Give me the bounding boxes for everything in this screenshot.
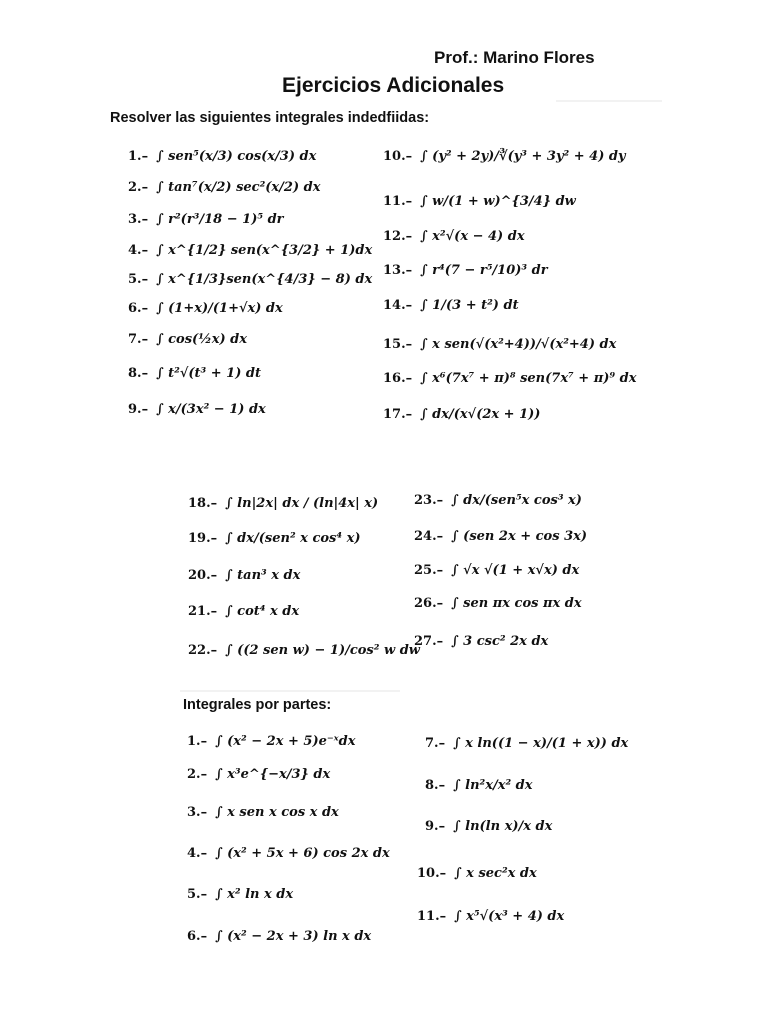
exercise-number: 6.–: [128, 301, 149, 316]
exercise-number: 20.–: [188, 568, 218, 583]
exercise-number: 2.–: [187, 767, 208, 782]
exercise-number: 23.–: [414, 493, 444, 508]
exercise-expression: ∫ ((2 sen w) − 1)/cos² w dw: [225, 643, 420, 658]
exercise-number: 26.–: [414, 596, 444, 611]
exercise-expression: ∫ x³e^{−x/3} dx: [215, 767, 331, 782]
exercise-expression: ∫ 3 csc² 2x dx: [451, 634, 549, 649]
exercise-expression: ∫ ln(ln x)/x dx: [453, 819, 553, 834]
exercise-expression: ∫ x⁵√(x³ + 4) dx: [454, 909, 565, 924]
exercise-7: [128, 333, 247, 346]
exercise-expression: ∫ r⁴(7 − r⁵/10)³ dr: [420, 263, 548, 278]
exercise-number: 13.–: [383, 263, 413, 278]
exercise-expression: ∫ dx/(sen⁵x cos³ x): [451, 493, 582, 508]
exercise-expression: ∫ (y² + 2y)/∛(y³ + 3y² + 4) dy: [420, 149, 626, 164]
exercise-number: 8.–: [425, 778, 446, 793]
exercise-number: 12.–: [383, 229, 413, 244]
exercise-17: [383, 408, 540, 421]
exercise-expression: ∫ x²√(x − 4) dx: [420, 229, 525, 244]
exercise-14: [383, 299, 519, 312]
parts-exercise-4: [187, 847, 390, 860]
exercise-expression: ∫ (x² − 2x + 5)e⁻ˣdx: [215, 734, 356, 749]
exercise-number: 11.–: [383, 194, 413, 209]
exercise-expression: ∫ x/(3x² − 1) dx: [156, 402, 266, 417]
divider: [556, 100, 662, 102]
exercise-expression: ∫ √x √(1 + x√x) dx: [451, 563, 580, 578]
exercise-expression: ∫ (sen 2x + cos 3x): [451, 529, 588, 544]
exercise-8: [128, 367, 261, 380]
exercise-expression: ∫ tan³ x dx: [225, 568, 301, 583]
exercise-number: 7.–: [128, 332, 149, 347]
exercise-5: [128, 273, 372, 286]
exercise-expression: ∫ (1+x)/(1+√x) dx: [156, 301, 283, 316]
exercise-expression: ∫ sen⁵(x/3) cos(x/3) dx: [156, 149, 317, 164]
exercise-number: 3.–: [128, 212, 149, 227]
exercise-expression: ∫ x sen x cos x dx: [215, 805, 339, 820]
parts-exercise-3: [187, 806, 339, 819]
exercise-number: 1.–: [187, 734, 208, 749]
exercise-expression: ∫ w/(1 + w)^{3/4} dw: [420, 194, 576, 209]
section-heading-indefinite: Resolver las siguientes integrales indedfiidas:: [110, 110, 430, 126]
exercise-23: [414, 494, 582, 507]
exercise-number: 24.–: [414, 529, 444, 544]
exercise-number: 27.–: [414, 634, 444, 649]
exercise-expression: ∫ 1/(3 + t²) dt: [420, 298, 519, 313]
exercise-expression: ∫ ln²x/x² dx: [453, 778, 533, 793]
parts-exercise-1: [187, 735, 355, 748]
exercise-expression: ∫ tan⁷(x/2) sec²(x/2) dx: [156, 180, 321, 195]
exercise-number: 9.–: [425, 819, 446, 834]
parts-exercise-2: [187, 768, 330, 781]
parts-exercise-8: [425, 779, 533, 792]
exercise-21: [188, 605, 299, 618]
exercise-number: 10.–: [383, 149, 413, 164]
exercise-expression: ∫ (x² − 2x + 3) ln x dx: [215, 929, 372, 944]
exercise-expression: ∫ cot⁴ x dx: [225, 604, 300, 619]
exercise-16: [383, 372, 636, 385]
exercise-number: 19.–: [188, 531, 218, 546]
exercise-number: 6.–: [187, 929, 208, 944]
exercise-expression: ∫ r²(r³/18 − 1)⁵ dr: [156, 212, 284, 227]
exercise-number: 4.–: [128, 243, 149, 258]
exercise-number: 18.–: [188, 496, 218, 511]
exercise-number: 11.–: [417, 909, 447, 924]
exercise-25: [414, 564, 579, 577]
exercise-11: [383, 195, 576, 208]
exercise-10: [383, 150, 626, 163]
parts-exercise-7: [425, 737, 628, 750]
exercise-expression: ∫ x⁶(7x⁷ + π)⁸ sen(7x⁷ + π)⁹ dx: [420, 371, 637, 386]
exercise-expression: ∫ x sec²x dx: [454, 866, 537, 881]
exercise-24: [414, 530, 587, 543]
exercise-number: 15.–: [383, 337, 413, 352]
exercise-expression: ∫ dx/(sen² x cos⁴ x): [225, 531, 361, 546]
exercise-20: [188, 569, 300, 582]
exercise-27: [414, 635, 548, 648]
exercise-expression: ∫ ln|2x| dx / (ln|4x| x): [225, 496, 379, 511]
exercise-15: [383, 338, 616, 351]
exercise-number: 16.–: [383, 371, 413, 386]
exercise-number: 8.–: [128, 366, 149, 381]
exercise-expression: ∫ x ln((1 − x)/(1 + x)) dx: [453, 736, 629, 751]
exercise-number: 17.–: [383, 407, 413, 422]
exercise-number: 7.–: [425, 736, 446, 751]
exercise-2: [128, 181, 321, 194]
parts-exercise-10: [417, 867, 537, 880]
exercise-number: 2.–: [128, 180, 149, 195]
exercise-expression: ∫ sen πx cos πx dx: [451, 596, 582, 611]
professor-name: Prof.: Marino Flores: [434, 48, 595, 67]
exercise-expression: ∫ x² ln x dx: [215, 887, 294, 902]
divider: [180, 690, 400, 692]
exercise-22: [188, 644, 420, 657]
exercise-expression: ∫ cos(½x) dx: [156, 332, 248, 347]
exercise-number: 5.–: [128, 272, 149, 287]
exercise-number: 21.–: [188, 604, 218, 619]
exercise-number: 1.–: [128, 149, 149, 164]
exercise-19: [188, 532, 360, 545]
exercise-expression: ∫ (x² + 5x + 6) cos 2x dx: [215, 846, 390, 861]
exercise-9: [128, 403, 266, 416]
section-heading-by-parts: Integrales por partes:: [183, 697, 332, 713]
exercise-number: 3.–: [187, 805, 208, 820]
exercise-number: 10.–: [417, 866, 447, 881]
exercise-number: 5.–: [187, 887, 208, 902]
exercise-expression: ∫ x^{1/2} sen(x^{3/2} + 1)dx: [156, 243, 373, 258]
exercise-expression: ∫ x sen(√(x²+4))/√(x²+4) dx: [420, 337, 617, 352]
exercise-number: 4.–: [187, 846, 208, 861]
exercise-number: 22.–: [188, 643, 218, 658]
parts-exercise-11: [417, 910, 564, 923]
exercise-3: [128, 213, 284, 226]
page-title: Ejercicios Adicionales: [282, 74, 505, 97]
exercise-1: [128, 150, 316, 163]
exercise-12: [383, 230, 525, 243]
exercise-6: [128, 302, 283, 315]
exercise-expression: ∫ dx/(x√(2x + 1)): [420, 407, 541, 422]
exercise-number: 25.–: [414, 563, 444, 578]
exercise-expression: ∫ x^{1/3}sen(x^{4/3} − 8) dx: [156, 272, 373, 287]
parts-exercise-6: [187, 930, 371, 943]
exercise-number: 9.–: [128, 402, 149, 417]
exercise-expression: ∫ t²√(t³ + 1) dt: [156, 366, 261, 381]
exercise-number: 14.–: [383, 298, 413, 313]
exercise-18: [188, 497, 378, 510]
parts-exercise-5: [187, 888, 293, 901]
exercise-13: [383, 264, 548, 277]
parts-exercise-9: [425, 820, 552, 833]
exercise-4: [128, 244, 372, 257]
exercise-26: [414, 597, 582, 610]
